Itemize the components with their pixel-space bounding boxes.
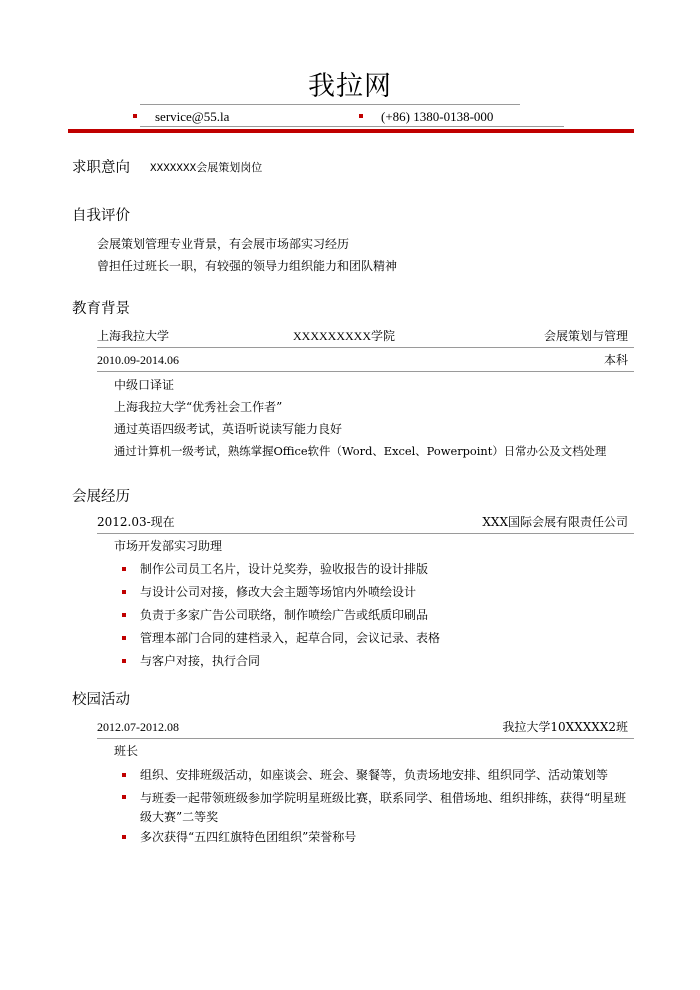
experience-rule (97, 533, 634, 534)
red-square-icon (133, 114, 137, 118)
education-item: 上海我拉大学“优秀社会工作者” (114, 400, 283, 414)
red-square-icon (122, 773, 126, 777)
education-item: 通过英语四级考试，英语听说读写能力良好 (114, 422, 343, 436)
campus-bullet-item: 组织、安排班级活动，如座谈会、班会、聚餐等，负责场地安排、组织同学、活动策划等 (122, 767, 634, 783)
objective-value: XXXXXXX会展策划岗位 (150, 163, 263, 175)
campus-role: 班长 (114, 744, 139, 758)
education-rule (97, 371, 634, 372)
education-school: 上海我拉大学 (97, 329, 170, 343)
contact-email (133, 109, 229, 125)
contact-underline (140, 126, 564, 127)
red-square-icon (122, 659, 126, 663)
section-title-experience: 会展经历 (72, 489, 130, 505)
section-title-campus: 校园活动 (72, 692, 130, 708)
red-square-icon (122, 567, 126, 571)
campus-bullet-item: 多次获得“五四红旗特色团组织”荣誉称号 (122, 829, 634, 845)
experience-bullet-item: 与设计公司对接，修改大会主题等场馆内外喷绘设计 (122, 584, 416, 600)
red-square-icon (122, 795, 126, 799)
education-college: XXXXXXXXX学院 (293, 329, 395, 343)
resume-name: 我拉网 (308, 71, 392, 102)
experience-bullet-item: 负责于多家广告公司联络，制作喷绘广告或纸质印刷品 (122, 607, 428, 623)
campus-org: 我拉大学10XXXXX2班 (502, 720, 628, 734)
experience-bullet-item: 与客户对接，执行合同 (122, 653, 260, 669)
section-title-self-evaluation: 自我评价 (72, 208, 130, 224)
education-item: 通过计算机一级考试，熟练掌握Office软件（Word、Excel、Powerpoint）日常办公及文档处理 (114, 444, 607, 458)
self-eval-line: 会展策划管理专业背景，有会展市场部实习经历 (97, 237, 350, 251)
experience-company: XXX国际会展有限责任公司 (482, 515, 628, 529)
education-item: 中级口译证 (114, 378, 175, 392)
education-rule (97, 347, 634, 348)
experience-period: 2012.03-现在 (97, 515, 175, 529)
phone-text: (+86) 1380-0138-000 (381, 109, 494, 124)
header-red-rule (68, 129, 634, 133)
experience-bullet-item: 制作公司员工名片，设计兑奖券，验收报告的设计排版 (122, 561, 428, 577)
education-period: 2010.09-2014.06 (97, 353, 179, 367)
red-square-icon (359, 114, 363, 118)
name-underline (140, 104, 520, 105)
campus-period: 2012.07-2012.08 (97, 720, 179, 734)
red-square-icon (122, 613, 126, 617)
email-text: service@55.la (155, 109, 230, 124)
contact-phone (359, 109, 493, 125)
red-square-icon (122, 636, 126, 640)
self-eval-line: 曾担任过班长一职，有较强的领导力组织能力和团队精神 (97, 259, 398, 273)
section-title-objective: 求职意向 (72, 160, 130, 176)
experience-role: 市场开发部实习助理 (114, 539, 223, 553)
section-title-education: 教育背景 (72, 301, 130, 317)
education-major: 会展策划与管理 (543, 329, 628, 343)
red-square-icon (122, 835, 126, 839)
education-degree: 本科 (603, 353, 628, 367)
campus-rule (97, 738, 634, 739)
campus-bullet-item: 与班委一起带领班级参加学院明星班级比赛，联系同学、租借场地、组织排练，获得“明星班级大赛”二等奖 (122, 789, 634, 827)
experience-bullet-item: 管理本部门合同的建档录入，起草合同，会议记录、表格 (122, 630, 440, 646)
red-square-icon (122, 590, 126, 594)
